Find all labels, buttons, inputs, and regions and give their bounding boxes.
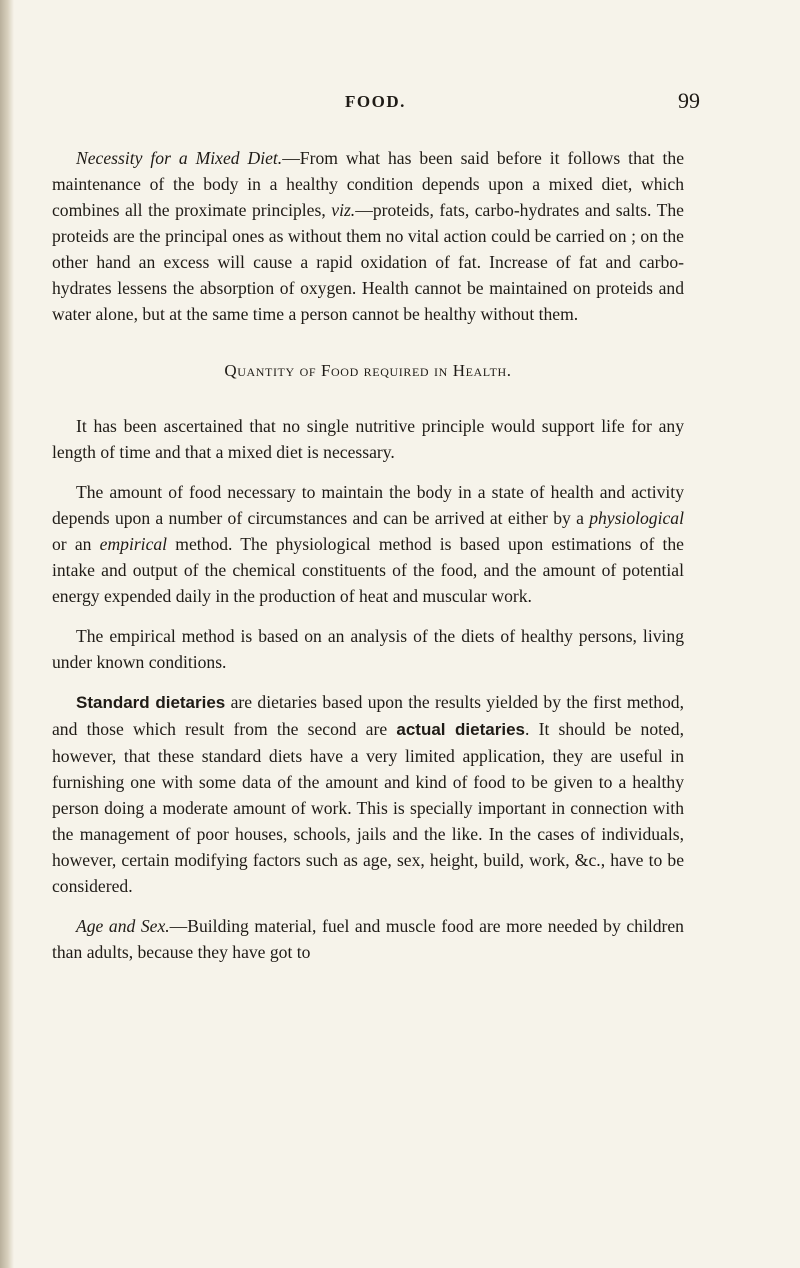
body-text xyxy=(52,145,684,965)
term-empirical: empirical xyxy=(99,534,168,554)
binding-gutter xyxy=(0,0,14,1268)
paragraph-single-principle: It has been ascertained that no single nutritive principle would support life for any length of time and that a mixed diet is necessary. xyxy=(52,416,684,462)
running-head xyxy=(0,88,800,116)
paragraph-text: The amount of food necessary to maintain the body in a state of health and activity depends upon a number of circumstances and can be arrived at either by a xyxy=(52,482,684,528)
term-actual-dietaries: actual dietaries xyxy=(396,720,525,739)
section-heading: Quantity of Food required in Health. xyxy=(224,361,512,380)
running-title: FOOD. xyxy=(345,92,406,111)
paragraph-mixed-diet xyxy=(52,145,684,327)
paragraph-methods xyxy=(52,479,684,609)
paragraph-lead: Age and Sex. xyxy=(76,916,170,936)
paragraph-text: method. The physiological method is based upon estimations of the intake and output of the chemical constituents of the food, and the amount of potential energy expended daily in the production of heat and muscular work. xyxy=(52,534,684,606)
paragraph-empirical-method: The empirical method is based on an analysis of the diets of healthy persons, living under known conditions. xyxy=(52,626,684,672)
paragraph-text: or an xyxy=(52,534,100,554)
paragraph-text: are dietaries based upon the results yielded by the first method, and those which result from the second are xyxy=(52,692,685,739)
paragraph-text-continued: —proteids, fats, carbo-hydrates and salts. The proteids are the principal ones as without them no vital action could be carried on ; on the other hand an excess will cause a rapid oxidation of fat. Increase of fat and carbo-hydrates lessens the absorption of oxygen. Health cannot be maintained on proteids and water alone, but at the same time a person cannot be healthy without them. xyxy=(52,200,684,324)
term-standard-dietaries: Standard dietaries xyxy=(76,693,226,712)
paragraph-italic-viz: viz. xyxy=(331,200,356,220)
paragraph-text: . It should be noted, however, that these standard diets have a very limited application, they are useful in furnishing one with some data of the amount and kind of food to be given to a healthy person doing a moderate amount of work. This is specially important in connection with the management of poor houses, schools, jails and the like. In the cases of individuals, however, certain modifying factors such as age, sex, height, build, work, &c., have to be considered. xyxy=(52,719,685,896)
page-number: 99 xyxy=(678,88,700,113)
paragraph-age-and-sex xyxy=(52,913,684,965)
paragraph-standard-dietaries xyxy=(52,689,684,899)
term-physiological: physiological xyxy=(589,508,684,528)
paragraph-lead: Necessity for a Mixed Diet. xyxy=(76,148,283,168)
paragraph-text: —Building material, fuel and muscle food are more needed by children than adults, because they have got to xyxy=(52,916,684,962)
paragraph-text: —From what has been said before it follows that the maintenance of the body in a healthy condition depends upon a mixed diet, which combines all the proximate principles, xyxy=(52,148,684,220)
